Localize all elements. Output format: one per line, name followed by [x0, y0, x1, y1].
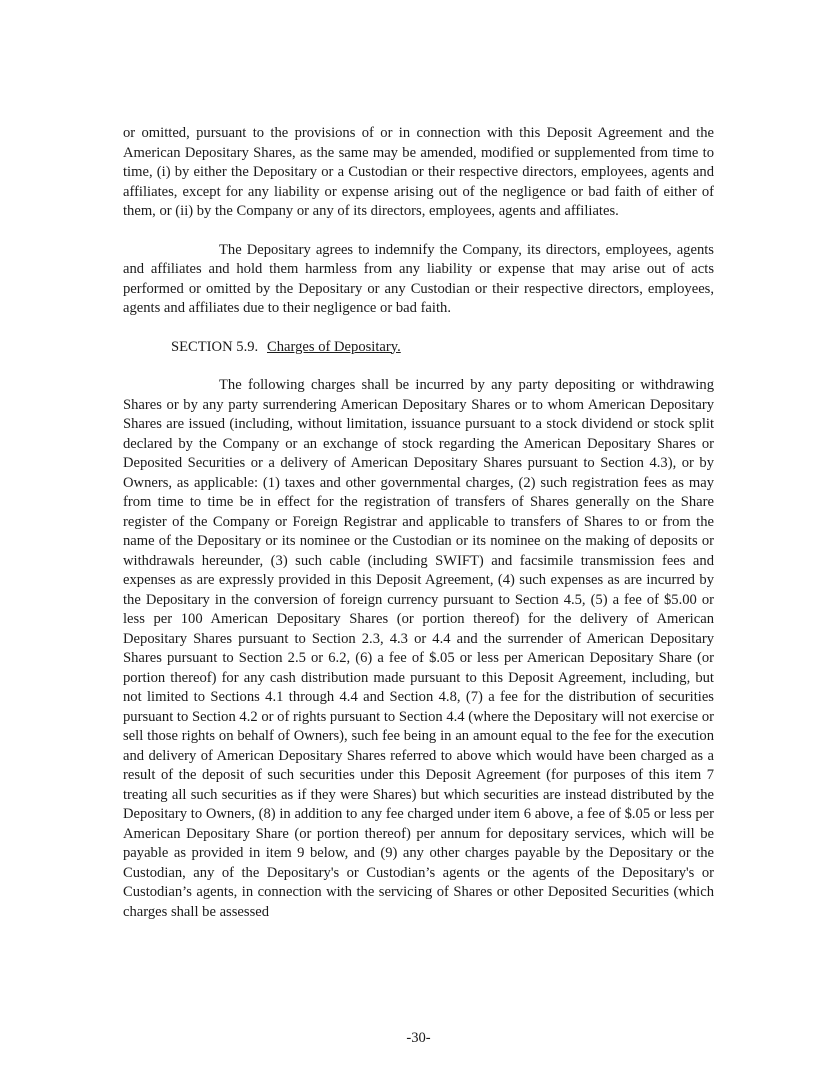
- section-heading: [123, 338, 714, 358]
- paragraph-spacer: [123, 357, 714, 376]
- section-number: SECTION 5.9.: [171, 338, 259, 355]
- paragraph-spacer: [123, 319, 714, 338]
- page-number: -30-: [406, 1030, 431, 1046]
- paragraph-continued-liability: or omitted, pursuant to the provisions of or in connection with this Deposit Agreement and the American Depositary Shares, as the same may be amended, modified or supplemented from time to time, (i) by either the Depositary or a Custodian or their respective directors, employees, agents and affiliates, except for any liability or expense arising out of the negligence or bad faith of either of them, or (ii) by the Company or any of its directors, employees, agents and affiliates.: [123, 125, 714, 219]
- paragraph-spacer: [123, 222, 714, 241]
- document-page: [123, 124, 714, 922]
- section-title: Charges of Depositary.: [267, 338, 401, 355]
- paragraph-charges: The following charges shall be incurred by any party depositing or withdrawing Shares or by any party surrendering American Depositary Shares or to whom American Depositary Shares are issued (including, without limitation, issuance pursuant to a stock dividend or stock split declared by the Company or an exchange of stock regarding the American Depositary Shares or Deposited Securities or a delivery of American Depositary Shares pursuant to Section 4.3), or by Owners, as applicable: (1) taxes and other governmental charges, (2) such registration fees as may from time to time be in effect for the registration of transfers of Shares generally on the Share register of the Company or Foreign Registrar and applicable to transfers of Shares to or from the name of the Depositary or its nominee or the Custodian or its nominee on the making of deposits or withdrawals hereunder, (3) such cable (including SWIFT) and facsimile transmission fees and expenses as are expressly provided in this Deposit Agreement, (4) such expenses as are incurred by the Depositary in the conversion of foreign currency pursuant to Section 4.5, (5) a fee of $5.00 or less per 100 American Depositary Shares (or portion thereof) for the delivery of American Depositary Shares pursuant to Section 2.3, 4.3 or 4.4 and the surrender of American Depositary Shares pursuant to Section 2.5 or 6.2, (6) a fee of $.05 or less per American Depositary Share (or portion thereof) for any cash distribution made pursuant to this Deposit Agreement, including, but not limited to Sections 4.1 through 4.4 and Section 4.8, (7) a fee for the distribution of securities pursuant to Section 4.2 or of rights pursuant to Section 4.4 (where the Depositary will not exercise or sell those rights on behalf of Owners), such fee being in an amount equal to the fee for the execution and delivery of American Depositary Shares referred to above which would have been charged as a result of the deposit of such securities under this Deposit Agreement (for purposes of this item 7 treating all such securities as if they were Shares) but which securities are instead distributed by the Depositary to Owners, (8) in addition to any fee charged under item 6 above, a fee of $.05 or less per American Depositary Share (or portion thereof) per annum for depositary services, which will be payable as provided in item 9 below, and (9) any other charges payable by the Depositary or the Custodian, any of the Depositary's or Custodian’s agents or the agents of the Depositary's or Custodian’s agents, in connection with the servicing of Shares or other Deposited Securities (which charges shall be assessed: [123, 377, 714, 920]
- paragraph-indemnification: The Depositary agrees to indemnify the Company, its directors, employees, agents and affiliates and hold them harmless from any liability or expense that may arise out of acts performed or omitted by the Depositary or any Custodian or their respective directors, employees, agents and affiliates due to their negligence or bad faith.: [123, 241, 714, 316]
